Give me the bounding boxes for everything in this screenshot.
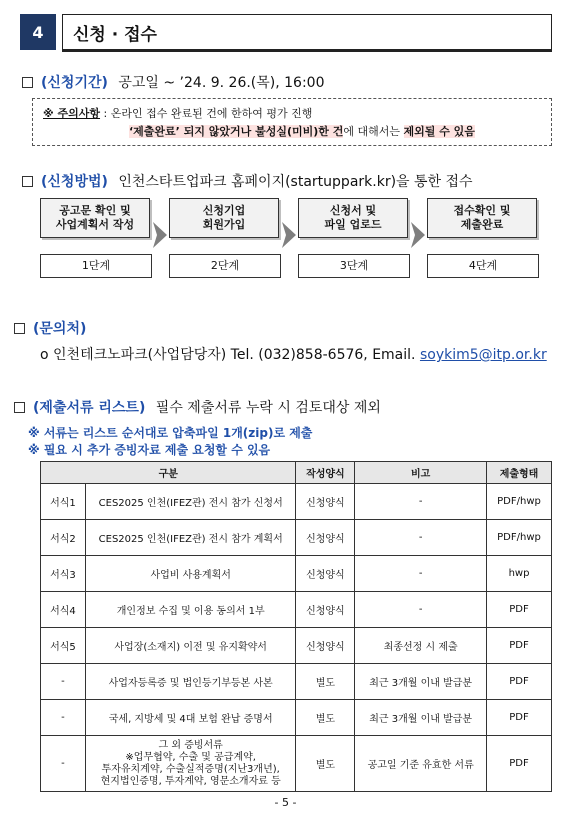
contact-heading [14,318,86,338]
flow-step-3: 신청서 및 파일 업로드 [298,198,408,238]
step-label-1: 1단계 [40,254,152,278]
section-header [20,14,552,50]
page-number: - 5 - [274,796,297,809]
contact-line [40,344,547,364]
arrow-right-icon [153,222,167,248]
table-row: - 사업자등록증 및 법인등기부등본 사본 별도 최근 3개월 이내 발급분 PDF [41,664,552,700]
arrow-right-icon [282,222,296,248]
section-title: 신청 · 접수 [62,14,552,50]
step-label-4: 4단계 [427,254,539,278]
table-row: - 그 외 증빙서류 ※업무협약, 수출 및 공급계약, 투자유치계약, 수출실적증명(지난3개년), 현지법인증명, 투자계약, 영문소개자료 등 별도 공고일 기준 유효한 서류 PDF [41,736,552,792]
docs-heading [14,397,381,417]
table-header: 비고 [355,462,487,484]
notice-line1: : 온라인 접수 완료된 건에 한하여 평가 진행 [100,107,313,120]
checkbox-icon [22,77,33,88]
flow-step-1: 공고문 확인 및 사업계획서 작성 [40,198,150,238]
notice-highlight-1: ‘제출완료’ 되지 않았거나 불성실(미비)한 건 [129,125,344,138]
docs-note-1: ※ 서류는 리스트 순서대로 압축파일 1개(zip)로 제출 [28,426,313,440]
docs-text: 필수 제출서류 누락 시 검토대상 제외 [155,400,381,416]
table-row: 서식2 CES2025 인천(IFEZ관) 전시 참가 계획서 신청양식 - PDF/hwp [41,520,552,556]
checkbox-icon [22,176,33,187]
flow-step-4: 접수확인 및 제출완료 [427,198,537,238]
flow-step-2: 신청기업 회원가입 [169,198,279,238]
section-rule [62,50,552,52]
notice-line2-mid: 에 대해서는 [343,125,404,138]
table-row: 서식5 사업장(소재지) 이전 및 유지확약서 신청양식 최종선정 시 제출 PDF [41,628,552,664]
arrow-right-icon [411,222,425,248]
method-line [22,171,473,191]
docs-note-2: ※ 필요 시 추가 증빙자료 제출 요청할 수 있음 [28,443,271,457]
table-row: 서식4 개인정보 수집 및 이용 동의서 1부 신청양식 - PDF [41,592,552,628]
checkbox-icon [14,323,25,334]
notice-box [32,98,552,146]
method-label: (신청방법) [41,174,108,190]
notice-label: ※ 주의사항 [43,107,101,120]
table-row: 서식1 CES2025 인천(IFEZ관) 전시 참가 신청서 신청양식 - PDF/hwp [41,484,552,520]
step-label-2: 2단계 [169,254,281,278]
table-header: 구분 [41,462,296,484]
checkbox-icon [14,402,25,413]
table-row: - 국세, 지방세 및 4대 보험 완납 증명서 별도 최근 3개월 이내 발급분 PDF [41,700,552,736]
section-number: 4 [20,14,56,50]
table-header: 작성양식 [296,462,355,484]
method-text: 인천스타트업파크 홈페이지(startuppark.kr)을 통한 접수 [118,174,473,190]
period-label: (신청기간) [41,75,108,91]
docs-label: (제출서류 리스트) [33,400,146,416]
period-text: 공고일 ~ ’24. 9. 26.(목), 16:00 [118,75,325,91]
notice-highlight-2: 제외될 수 있음 [403,125,475,138]
contact-label: (문의처) [33,321,87,337]
table-row: 서식3 사업비 사용계획서 신청양식 - hwp [41,556,552,592]
period-line [22,72,325,92]
contact-email-link[interactable]: soykim5@itp.or.kr [419,347,547,363]
step-label-3: 3단계 [298,254,410,278]
contact-text: o 인천테크노파크(사업담당자) Tel. (032)858-6576, Email. [40,347,420,363]
docs-table [40,461,552,792]
table-header: 제출형태 [487,462,552,484]
